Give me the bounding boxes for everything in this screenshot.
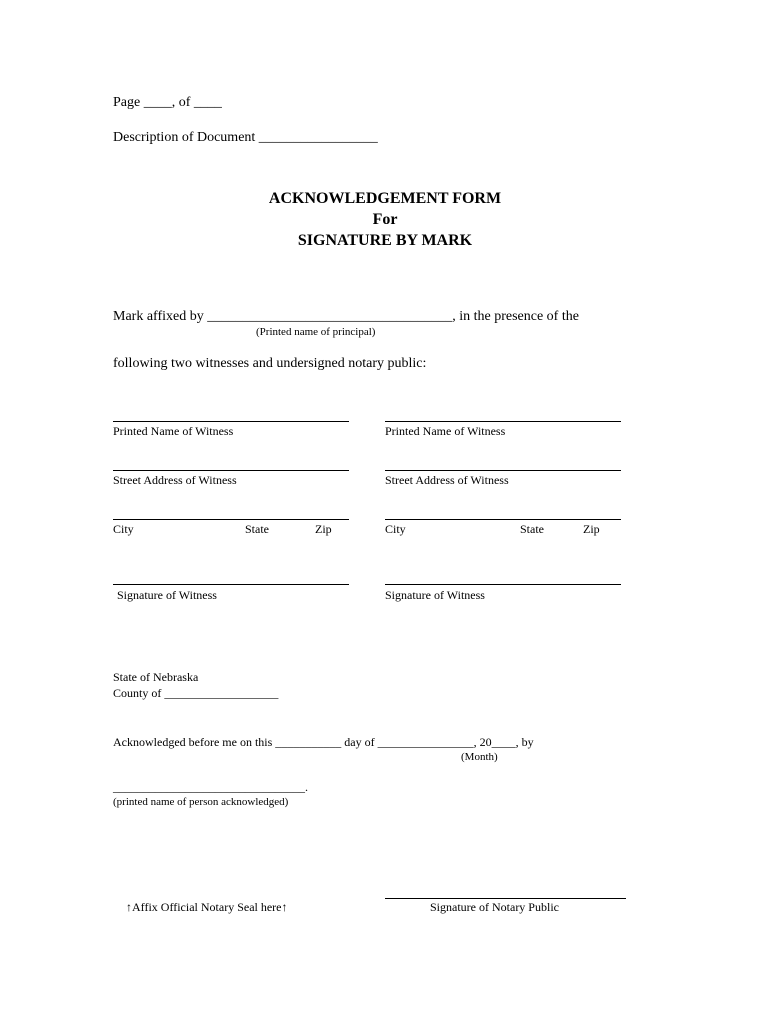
notary-seal-area: ↑Affix Official Notary Seal here↑ <box>126 900 288 914</box>
right-witness-zip-label: Zip <box>583 522 600 536</box>
left-witness-address-rule <box>113 470 349 471</box>
left-witness-signature-rule <box>113 584 349 585</box>
left-witness-city-rule <box>113 519 349 520</box>
left-witness-zip-label: Zip <box>315 522 332 536</box>
acknowledged-person-label: (printed name of person acknowledged) <box>113 796 289 808</box>
right-witness-name-rule <box>385 421 621 422</box>
right-witness-city-label: City <box>385 522 406 536</box>
right-witness-state-label: State <box>520 522 544 536</box>
right-witness-address-label: Street Address of Witness <box>385 473 509 487</box>
month-label: (Month) <box>461 751 498 763</box>
page-number-line: Page ____, of ____ <box>113 95 222 110</box>
notary-signature-rule <box>385 898 626 899</box>
right-witness-signature-rule <box>385 584 621 585</box>
notary-signature-label: Signature of Notary Public <box>430 900 559 914</box>
right-witness-city-rule <box>385 519 621 520</box>
left-witness-signature-label: Signature of Witness <box>117 588 217 602</box>
left-witness-name-label: Printed Name of Witness <box>113 424 234 438</box>
venue-state: State of Nebraska <box>113 670 199 684</box>
left-witness-city-label: City <box>113 522 134 536</box>
venue-county: County of ___________________ <box>113 686 279 700</box>
form-title: ACKNOWLEDGEMENT FORM <box>268 190 502 207</box>
witness-intro-line: following two witnesses and undersigned notary public: <box>113 356 427 371</box>
mark-affixed-line: Mark affixed by ___________________________________, in the presence of the <box>113 309 579 324</box>
right-witness-signature-label: Signature of Witness <box>385 588 485 602</box>
left-witness-state-label: State <box>245 522 269 536</box>
right-witness-name-label: Printed Name of Witness <box>385 424 506 438</box>
form-title-for: For <box>372 211 398 228</box>
form-subtitle: SIGNATURE BY MARK <box>297 232 473 249</box>
document-description-line: Description of Document _________________ <box>113 130 378 145</box>
principal-name-label: (Printed name of principal) <box>256 326 376 338</box>
acknowledged-line: Acknowledged before me on this ___________ day of ________________, 20____, by <box>113 735 534 749</box>
left-witness-name-rule <box>113 421 349 422</box>
acknowledged-person-line: ________________________________. <box>113 780 308 794</box>
right-witness-address-rule <box>385 470 621 471</box>
left-witness-address-label: Street Address of Witness <box>113 473 237 487</box>
